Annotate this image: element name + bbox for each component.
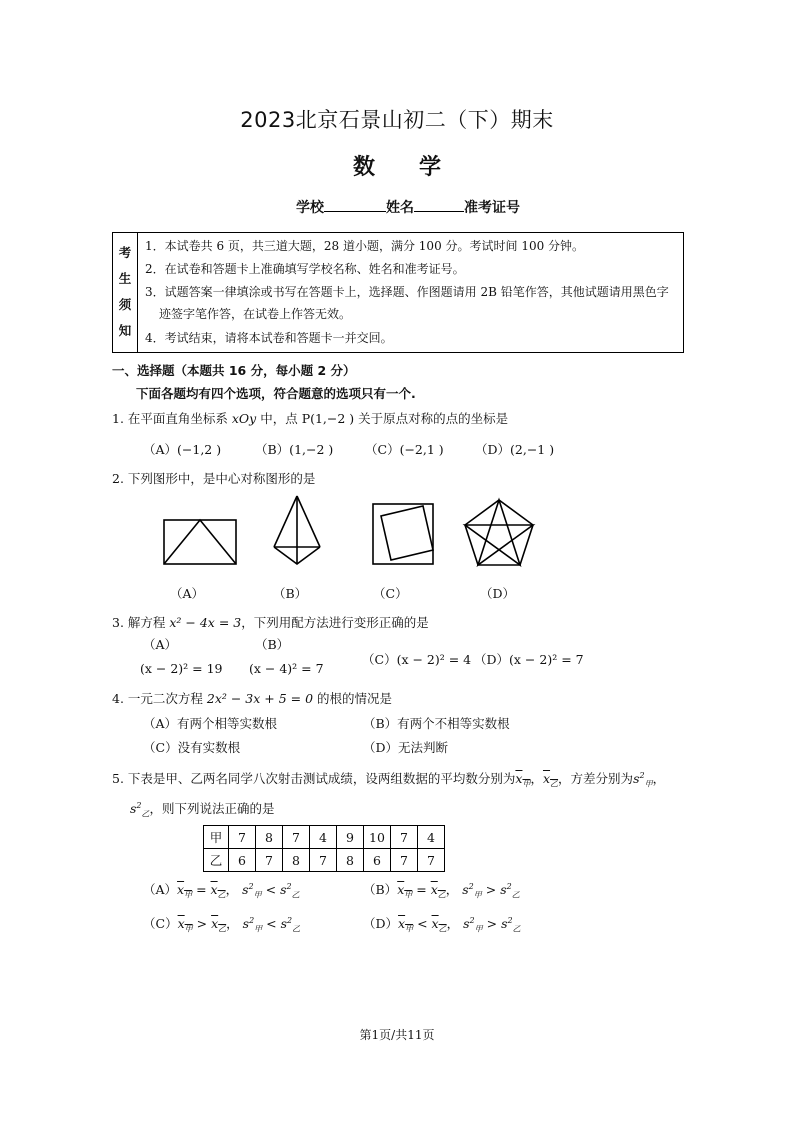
- q5-option-d: $(D)x_甲 < x_乙$， $s^2_甲 > s^2_乙$: [363, 915, 521, 934]
- figure-b-pyramid: [274, 496, 320, 564]
- q5-var-s-jia: $s^2_甲$: [242, 915, 263, 934]
- q5-option-a: $(A)x_甲 = x_乙$， $s^2_甲 < s^2_乙$: [143, 881, 300, 900]
- question-1-stem: [112, 409, 508, 427]
- q1-text: 1. 在平面直角坐标系: [112, 411, 232, 426]
- table-cell: 6: [364, 849, 391, 872]
- notice-heading-char: 知: [118, 323, 132, 338]
- q4-text: 的根的情况是: [313, 691, 393, 706]
- table-cell: 7: [229, 826, 256, 849]
- q3-option-c-eq: (x − 2)² = 4: [396, 652, 472, 667]
- q5-option-b: $(B)x_甲 = x_乙$， $s^2_甲 > s^2_乙$: [363, 881, 520, 900]
- q3-option-d: [474, 650, 584, 668]
- q5-score-table: [203, 825, 445, 872]
- q4-math-equation: 2x² − 3x + 5 = 0: [206, 691, 314, 706]
- q5-sub: 乙: [141, 809, 150, 819]
- q5-var-relation: <: [265, 882, 277, 897]
- q5-mean-x-jia: $x_甲$: [398, 916, 414, 934]
- table-cell: 7: [310, 849, 337, 872]
- subject-char-1: 数: [352, 155, 375, 180]
- q5-var-s-jia: $s^2_甲$: [462, 881, 482, 900]
- notice-heading: [113, 233, 138, 352]
- q3-option-c-label: （C）: [362, 652, 397, 667]
- q5-mean-x-yi: $x_乙$: [211, 916, 227, 934]
- q5-var-s-yi: $s^2_乙$: [280, 881, 300, 900]
- subject-char-2: 学: [419, 155, 442, 180]
- page-footer: 第1页/共11页: [359, 1028, 435, 1042]
- section-title: 一、选择题（本题共 16 分，每小题 2 分）: [112, 363, 356, 378]
- table-row-header: 甲: [204, 826, 229, 849]
- table-cell: 7: [391, 849, 418, 872]
- figure-d-pentagram: [465, 500, 533, 565]
- q3-text: ，下列用配方法进行变形正确的是: [241, 615, 429, 630]
- figure-c-rotated-square: [373, 504, 433, 564]
- q5-mean-relation: =: [196, 882, 207, 897]
- table-cell: 7: [283, 826, 310, 849]
- table-cell: 8: [337, 849, 364, 872]
- school-label: 学校: [296, 200, 324, 216]
- table-cell: 9: [337, 826, 364, 849]
- q5-mean-x-jia: $x_甲$: [177, 882, 193, 900]
- q5-var-s-jia: $s^2_甲$: [463, 915, 483, 934]
- q5-var-s-yi: $s^2_乙$: [501, 915, 521, 934]
- q5-var-s-yi: $s^2_乙$: [500, 881, 520, 900]
- q5-option-label: （B）: [363, 882, 398, 897]
- q3-option-d-eq: (x − 2)² = 7: [509, 652, 584, 667]
- q5-text: ，则下列说法正确的是: [149, 801, 275, 816]
- school-blank[interactable]: [324, 199, 386, 212]
- student-info-line: [296, 197, 520, 217]
- q5-mean-x-jia: $x_甲$: [515, 771, 531, 789]
- q1-option-d: （D）(2,−1 ): [475, 442, 555, 457]
- q2-figures: [150, 492, 570, 572]
- q4-text: 4. 一元二次方程: [112, 691, 207, 706]
- q5-mean-relation: <: [417, 916, 428, 931]
- notice-heading-char: 须: [118, 297, 132, 312]
- q5-mean-x-jia: $x_甲$: [397, 882, 413, 900]
- q5-mean-x-yi: $x_乙$: [542, 771, 559, 789]
- q5-sub: 乙: [550, 779, 559, 789]
- q3-option-b-eq: (x − 4)² = 7: [249, 661, 324, 676]
- table-row: [204, 826, 445, 849]
- q5-mean-x-yi: $x_乙$: [430, 882, 446, 900]
- name-label: 姓名: [386, 200, 414, 216]
- q5-var-s-jia: $s^2_甲$: [633, 770, 653, 789]
- question-3-stem: [112, 613, 429, 631]
- q3-option-b-label: （B）: [255, 637, 290, 652]
- q3-option-c: [362, 650, 471, 668]
- q4-option-d: （D）无法判断: [363, 740, 449, 755]
- q4-option-a: （A）有两个相等实数根: [143, 716, 278, 731]
- q5-option-label: （D）: [363, 916, 399, 931]
- q3-option-d-label: （D）: [474, 652, 510, 667]
- q5-var-s-jia: $s^2_甲$: [242, 881, 262, 900]
- subject-title: [0, 150, 794, 181]
- table-cell: 7: [256, 849, 283, 872]
- q1-math-xoy: xOy: [231, 411, 257, 426]
- q2-label-d: （D）: [480, 586, 516, 601]
- q5-option-c: $(C)x_甲 > x_乙$， $s^2_甲 < s^2_乙$: [143, 915, 301, 934]
- q3-math-equation: x² − 4x = 3: [169, 615, 242, 630]
- q5-mean-relation: =: [416, 882, 427, 897]
- q5-var-s-yi: $s^2_乙$: [280, 915, 301, 934]
- q5-option-label: （A）: [143, 882, 178, 897]
- exam-id-label: 准考证号: [464, 200, 520, 216]
- q2-label-a: （A）: [170, 586, 205, 601]
- notice-box: [112, 232, 684, 353]
- notice-item: 3．试题答案一律填涂或书写在答题卡上，选择题、作图题请用 2B 铅笔作答，其他试题请用黑色字: [145, 285, 669, 299]
- q5-mean-x-jia: $x_甲$: [177, 916, 193, 934]
- q1-option-c: （C）(−2,1 ): [365, 442, 444, 457]
- table-cell: 8: [283, 849, 310, 872]
- q5-mean-x-yi: $x_乙$: [210, 882, 226, 900]
- name-blank[interactable]: [414, 199, 464, 212]
- q1-math-point: P(1,−2 ): [301, 411, 355, 426]
- q5-mean-relation: >: [196, 916, 208, 931]
- table-row-header: 乙: [204, 849, 229, 872]
- q5-var-relation: >: [486, 916, 498, 931]
- notice-item: 迹签字笔作答，在试卷上作答无效。: [159, 307, 352, 321]
- table-cell: 8: [256, 826, 283, 849]
- page-title: 2023北京石景山初二（下）期末: [240, 108, 554, 132]
- question-5-stem-line2: [130, 799, 275, 820]
- q3-option-a-label: （A）: [143, 637, 178, 652]
- notice-item: 2．在试卷和答题卡上准确填写学校名称、姓名和准考证号。: [145, 262, 465, 276]
- table-cell: 10: [364, 826, 391, 849]
- table-cell: 4: [310, 826, 337, 849]
- q1-text: 关于原点对称的点的坐标是: [354, 411, 509, 426]
- notice-heading-char: 生: [118, 271, 132, 286]
- q1-text: 中，点: [256, 411, 302, 426]
- question-2-stem: 2. 下列图形中，是中心对称图形的是: [112, 471, 316, 486]
- section-instruction: 下面各题均有四个选项，符合题意的选项只有一个.: [136, 386, 416, 401]
- q3-text: 3. 解方程: [112, 615, 170, 630]
- notice-item: 1．本试卷共 6 页，共三道大题，28 道小题，满分 100 分。考试时间 100 分钟。: [145, 239, 585, 253]
- q2-label-b: （B）: [273, 586, 308, 601]
- q5-text: ，方差分别为: [558, 771, 634, 786]
- figure-a-rectangle-triangle: [164, 520, 236, 564]
- table-cell: 4: [418, 826, 445, 849]
- table-cell: 7: [418, 849, 445, 872]
- q4-option-b: （B）有两个不相等实数根: [363, 716, 510, 731]
- q5-mean-x-yi: $x_乙$: [431, 916, 447, 934]
- q5-sub: 甲: [644, 779, 653, 789]
- notice-heading-char: 考: [118, 245, 132, 260]
- table-cell: 6: [229, 849, 256, 872]
- question-4-stem: [112, 689, 392, 707]
- q2-label-c: （C）: [373, 586, 408, 601]
- q5-var-relation: >: [485, 882, 497, 897]
- notice-item: 4．考试结束，请将本试卷和答题卡一并交回。: [145, 331, 393, 345]
- table-row: [204, 849, 445, 872]
- q1-option-b: （B）(1,−2 ): [255, 442, 334, 457]
- q3-option-a-eq: (x − 2)² = 19: [140, 661, 223, 676]
- q1-option-a: （A）(−1,2 ): [143, 442, 222, 457]
- q5-var-relation: <: [266, 916, 277, 931]
- table-cell: 7: [391, 826, 418, 849]
- q5-option-label: （C）: [143, 916, 178, 931]
- question-5-stem-line1: 5. 下表是甲、乙两名同学八次射击测试成绩，设两组数据的平均数分别为$x_甲$，$x_乙$，方差分别为$s^2_甲$，: [112, 770, 666, 789]
- q5-sub: 甲: [522, 779, 531, 789]
- q5-text: 5. 下表是甲、乙两名同学八次射击测试成绩，设两组数据的平均数分别为: [112, 771, 516, 786]
- q4-option-c: （C）没有实数根: [143, 740, 241, 755]
- q5-var-s-yi: $s^2_乙$: [130, 800, 150, 819]
